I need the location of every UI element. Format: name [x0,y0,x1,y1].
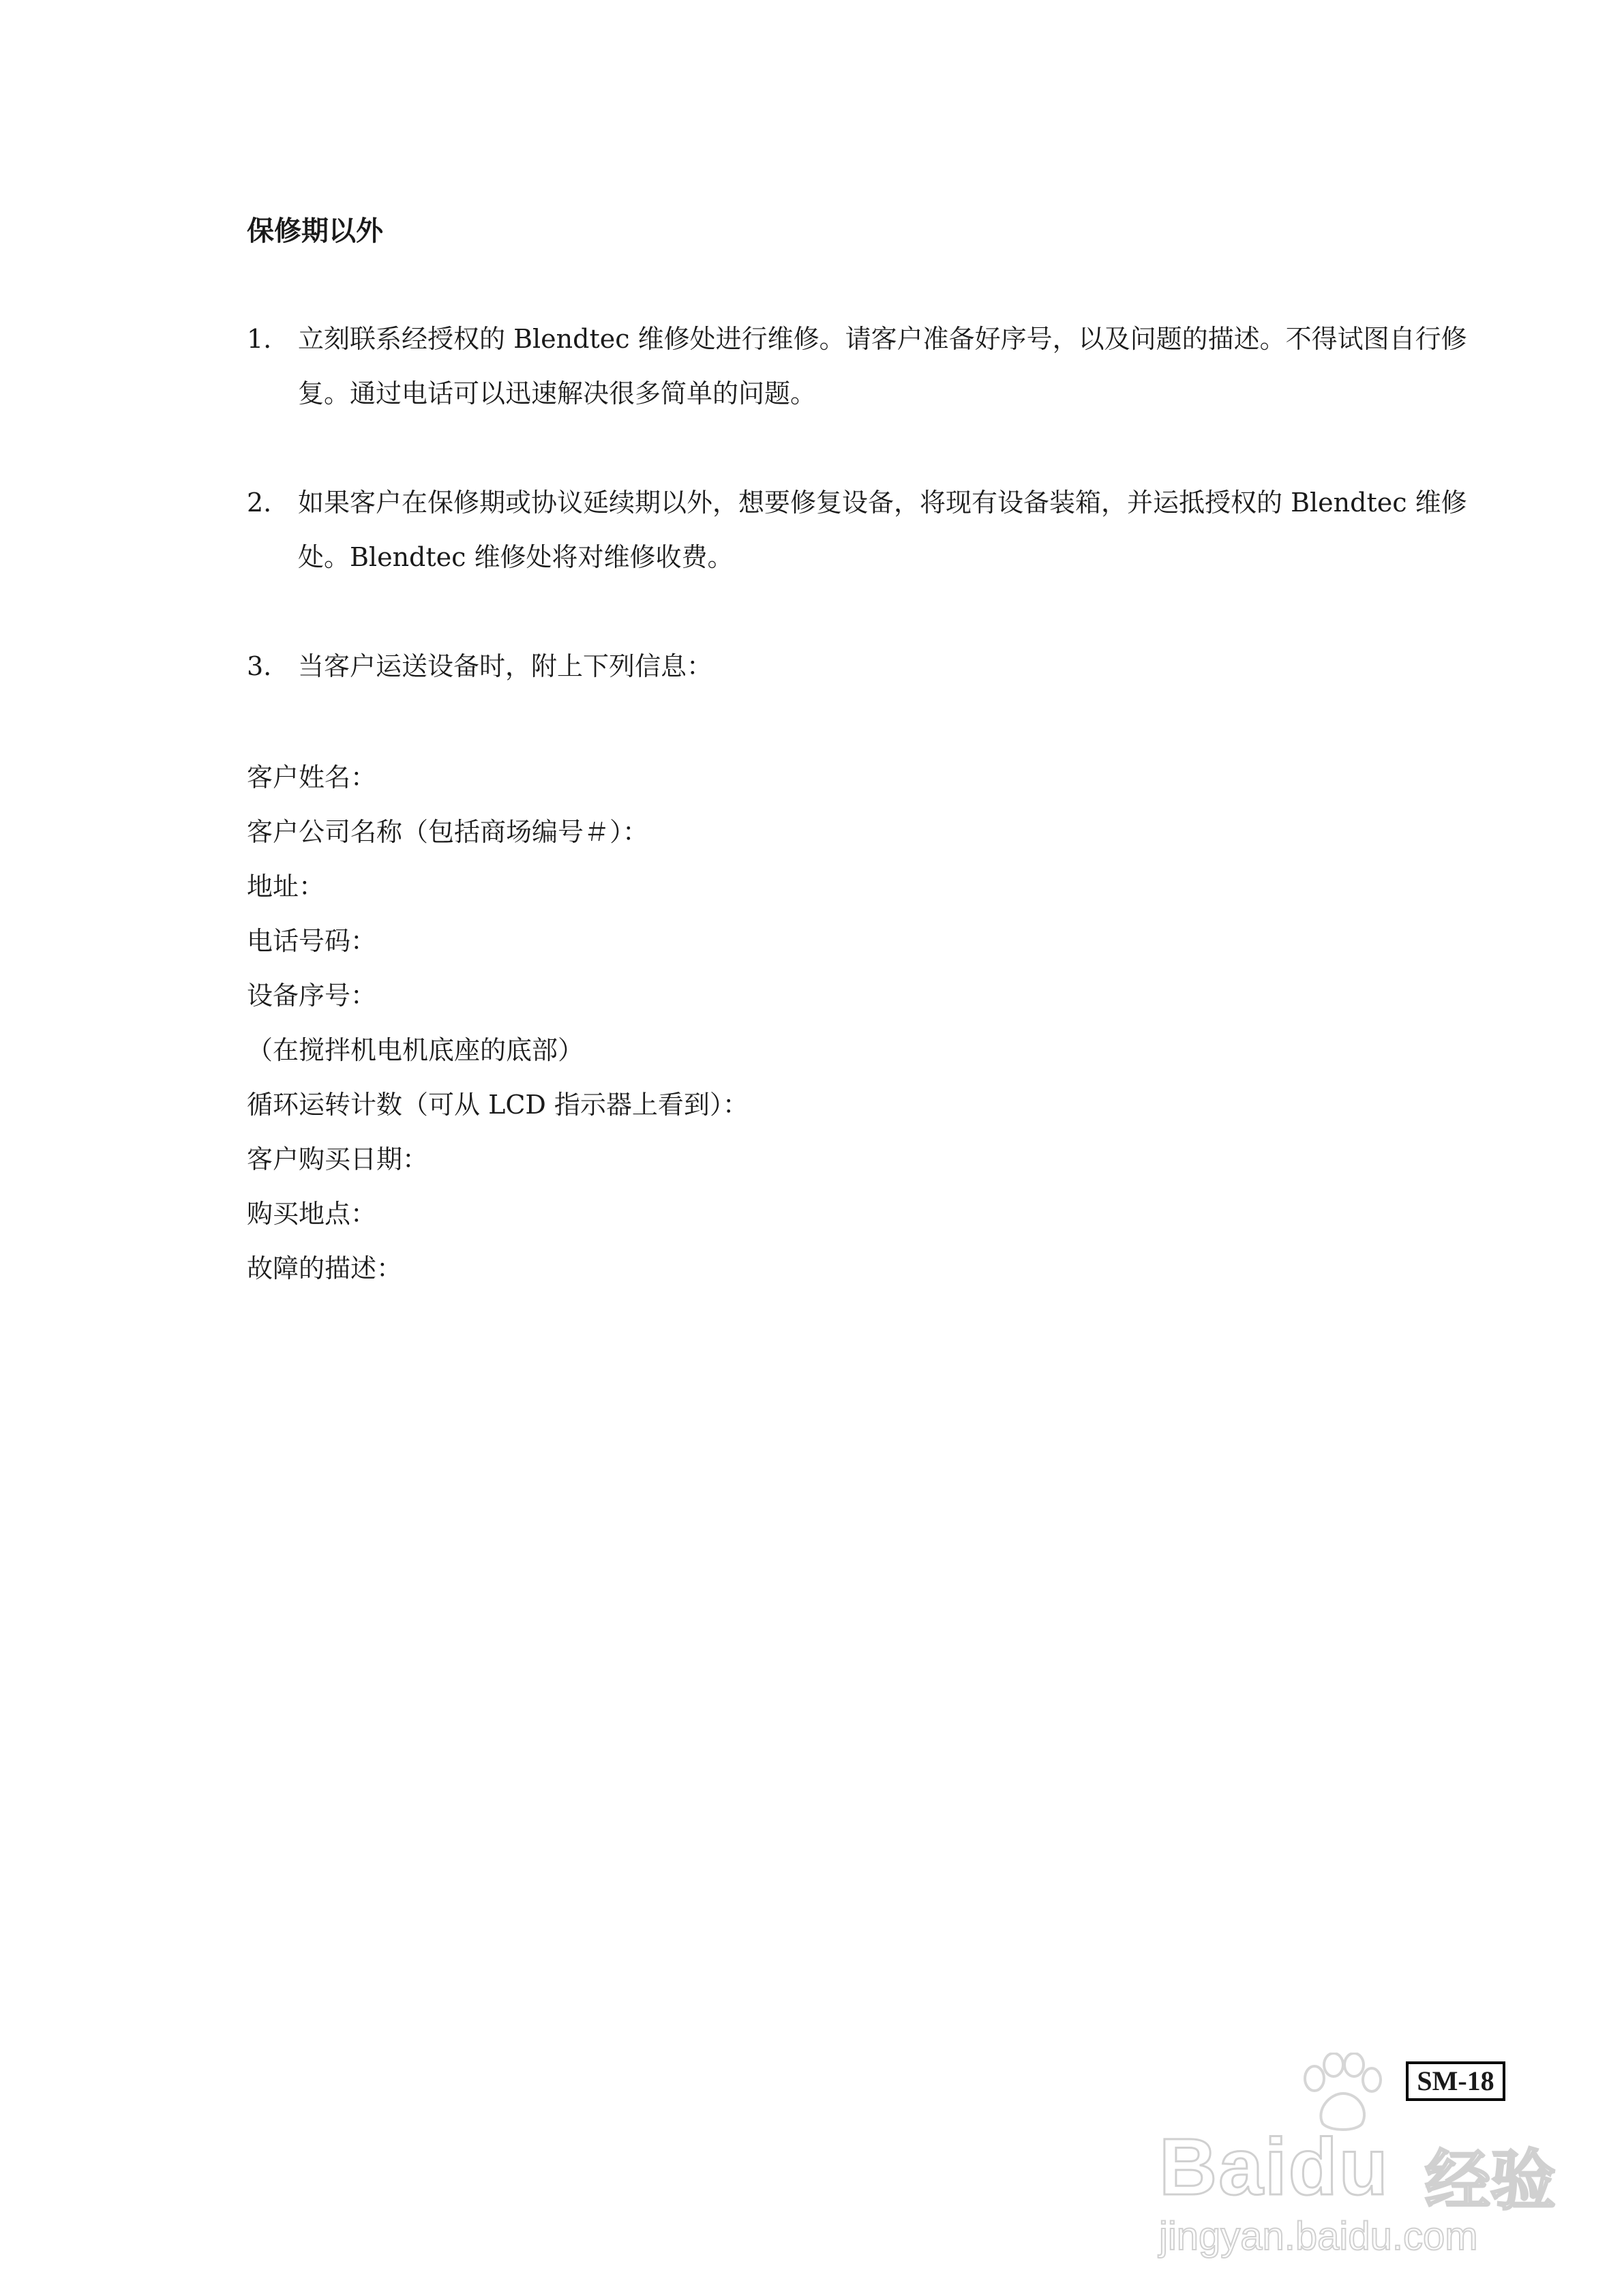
step-text: 立刻联系经授权的 Blendtec 维修处进行维修。请客户准备好序号，以及问题的描述。不得试图自行修复。通过电话可以迅速解决很多简单的问题。 [298,324,1467,408]
watermark-brand: Baidu [1159,2122,1389,2212]
step-number: 3. [247,651,272,681]
paw-icon [1295,2053,1384,2134]
step-item [247,639,1508,694]
page-code-badge: SM-18 [1406,2061,1505,2101]
step-number: 2. [247,488,272,518]
step-number: 1. [247,324,272,354]
watermark-url: jingyan.baidu.com [1159,2214,1478,2258]
field-purchase-date: 客户购买日期： [247,1144,429,1174]
step-item [247,312,1508,421]
field-serial-number: 设备序号： [247,981,377,1011]
field-cycle-count: 循环运转计数（可从 LCD 指示器上看到）： [247,1090,749,1120]
field-address: 地址： [247,871,325,901]
field-customer-name: 客户姓名： [247,762,377,792]
field-phone: 电话号码： [247,926,377,956]
watermark-brand-cn: 经验 [1425,2143,1556,2219]
step-item [247,475,1508,584]
step-text: 当客户运送设备时，附上下列信息： [298,651,713,681]
field-company-name: 客户公司名称（包括商场编号＃）： [247,817,649,847]
section-heading: 保修期以外 [247,215,383,247]
field-purchase-place: 购买地点： [247,1199,377,1229]
info-field-list [247,750,749,1296]
field-serial-location-note: （在搅拌机电机底座的底部） [247,1035,584,1065]
field-fault-description: 故障的描述： [247,1253,403,1283]
step-text: 如果客户在保修期或协议延续期以外，想要修复设备，将现有设备装箱，并运抵授权的 Blendtec 维修处。Blendtec 维修处将对维修收费。 [298,488,1467,572]
